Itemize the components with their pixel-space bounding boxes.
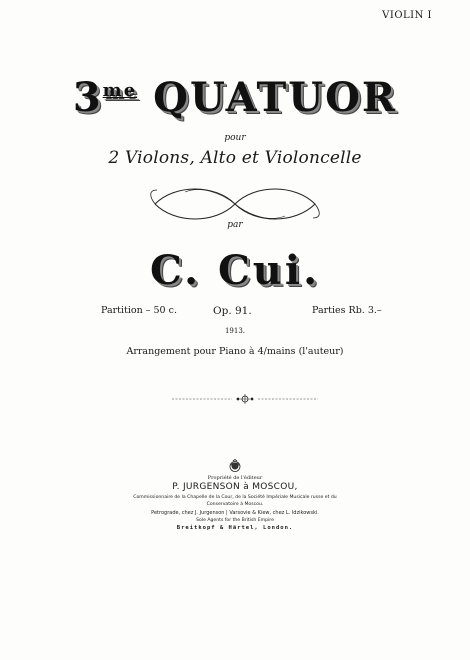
par-text: par (227, 220, 243, 230)
eagle-emblem-icon (228, 459, 242, 473)
composer-name: C. Cui. (149, 247, 321, 294)
publisher-caption: Propriété de l'éditeur (207, 475, 263, 481)
title-main: QUATUOR (153, 74, 398, 121)
partition-price: Partition – 50 c. (101, 305, 177, 316)
title-ordinal-suffix: me (102, 80, 138, 101)
instrumentation: 2 Violons, Alto et Violoncelle (108, 148, 362, 168)
parties-price: Parties Rb. 3.– (312, 305, 382, 316)
publisher-line-2: Conservatoire à Moscou. (206, 502, 264, 507)
part-label: VIOLIN I (382, 10, 432, 21)
ornamental-divider (170, 393, 320, 405)
work-title (0, 74, 470, 121)
publisher-line-5: Breitkopf & Härtel, London. (176, 525, 294, 531)
arrangement-note: Arrangement pour Piano à 4/mains (l'auteur) (126, 346, 344, 357)
publisher-line-4: Sole Agents for the British Empire (196, 518, 274, 523)
publication-year: 1913. (224, 327, 246, 335)
publisher-line-3: Petrograde, chez J. Jurgenson | Varsovie & Kiew, chez L. Idzikowski. (151, 510, 319, 516)
publisher-name: P. JURGENSON à MOSCOU, (172, 482, 298, 492)
title-ordinal: 3 (72, 74, 103, 121)
pour-text: pour (224, 133, 246, 143)
opus-number: Op. 91. (213, 305, 252, 317)
publisher-line-1: Commissionnaire de la Chapelle de la Cour, de la Société Impériale Musicale russe et du (133, 495, 337, 500)
